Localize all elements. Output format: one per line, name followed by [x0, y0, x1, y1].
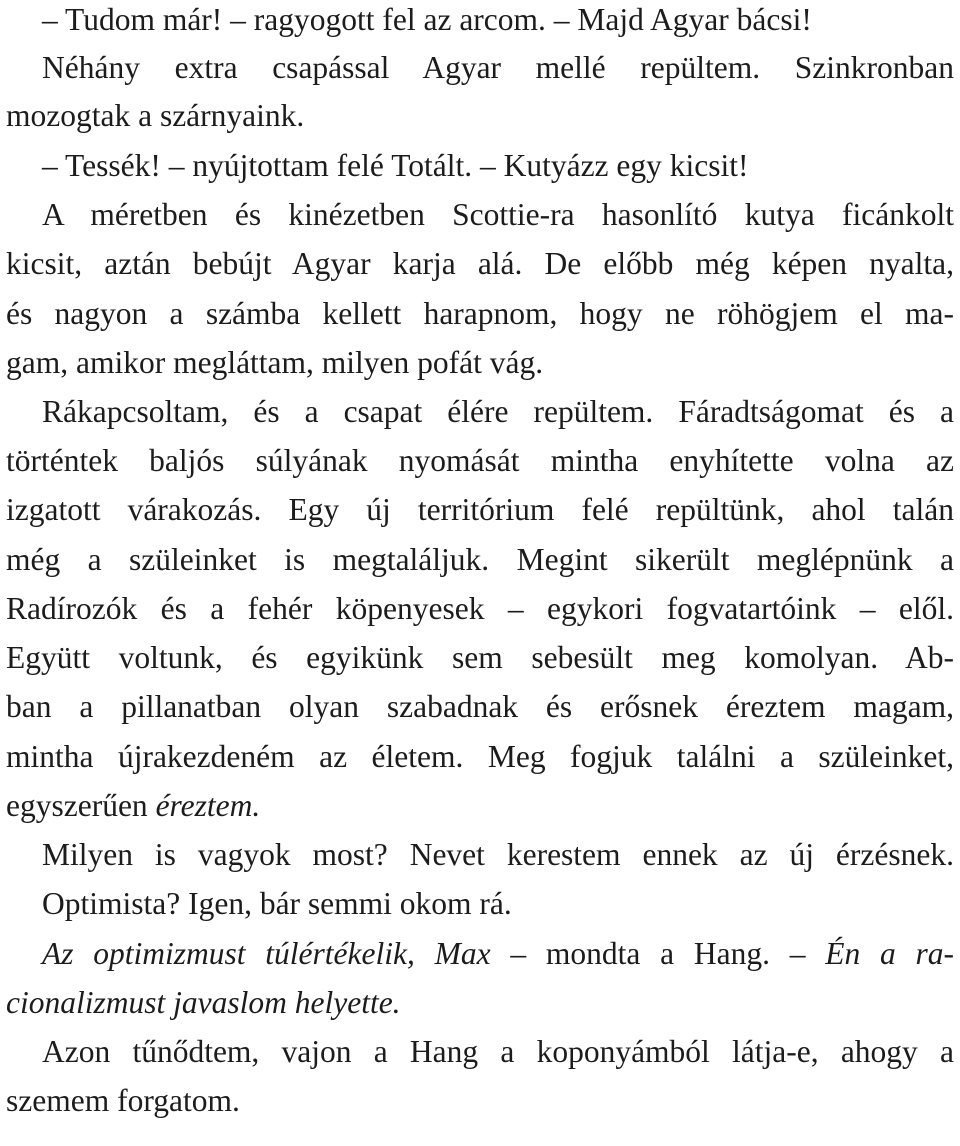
text-run: – mondta a Hang. –	[490, 936, 826, 971]
italic-run: cionalizmust javaslom helyette.	[6, 985, 401, 1020]
text-line: és nagyon a számba kellett harapnom, hogy ne röhögjem el ma-	[6, 296, 954, 331]
text-line: történtek baljós súlyának nyomását mintha enyhítette volna az	[6, 443, 954, 478]
text-line: Néhány extra csapással Agyar mellé repültem. Szinkronban	[42, 50, 954, 85]
italic-run: Az optimizmust túlértékelik, Max	[42, 936, 491, 971]
text-line: mintha újrakezdeném az életem. Meg fogjuk találni a szüleinket,	[6, 739, 954, 774]
text-line: izgatott várakozás. Egy új territórium felé repültünk, ahol talán	[6, 492, 954, 527]
text-line: Optimista? Igen, bár semmi okom rá.	[42, 886, 512, 921]
text-line	[6, 786, 260, 826]
text-line: Rákapcsoltam, és a csapat élére repültem. Fáradtságomat és a	[42, 394, 954, 429]
text-line	[6, 983, 401, 1023]
text-line: Együtt voltunk, és egyikünk sem sebesült meg komolyan. Ab-	[6, 640, 954, 675]
text-line: – Tudom már! – ragyogott fel az arcom. – Majd Agyar bácsi!	[42, 2, 812, 37]
text-line: ban a pillanatban olyan szabadnak és erősnek éreztem magam,	[6, 689, 954, 724]
text-line: Azon tűnődtem, vajon a Hang a koponyámból látja-e, ahogy a	[42, 1034, 954, 1069]
text-line: kicsit, aztán bebújt Agyar karja alá. De előbb még képen nyalta,	[6, 246, 954, 281]
text-line: még a szüleinket is megtaláljuk. Megint sikerült meglépnünk a	[6, 542, 954, 577]
text-line: A méretben és kinézetben Scottie-ra hasonlító kutya ficánkolt	[42, 197, 954, 232]
text-line: Milyen is vagyok most? Nevet kerestem ennek az új érzésnek.	[42, 837, 954, 872]
text-line: Radírozók és a fehér köpenyesek – egykori fogvatartóink – elől.	[6, 591, 954, 626]
italic-run: Én a ra-	[825, 936, 954, 971]
text-line: gam, amikor megláttam, milyen pofát vág.	[6, 345, 544, 380]
text-run: egyszerűen	[6, 788, 156, 823]
text-line: mozogtak a szárnyaink.	[6, 98, 305, 133]
text-line: szemem forgatom.	[6, 1083, 240, 1118]
text-line	[42, 934, 954, 974]
text-line: – Tessék! – nyújtottam felé Totált. – Kutyázz egy kicsit!	[42, 148, 749, 183]
italic-run: éreztem.	[155, 788, 261, 823]
